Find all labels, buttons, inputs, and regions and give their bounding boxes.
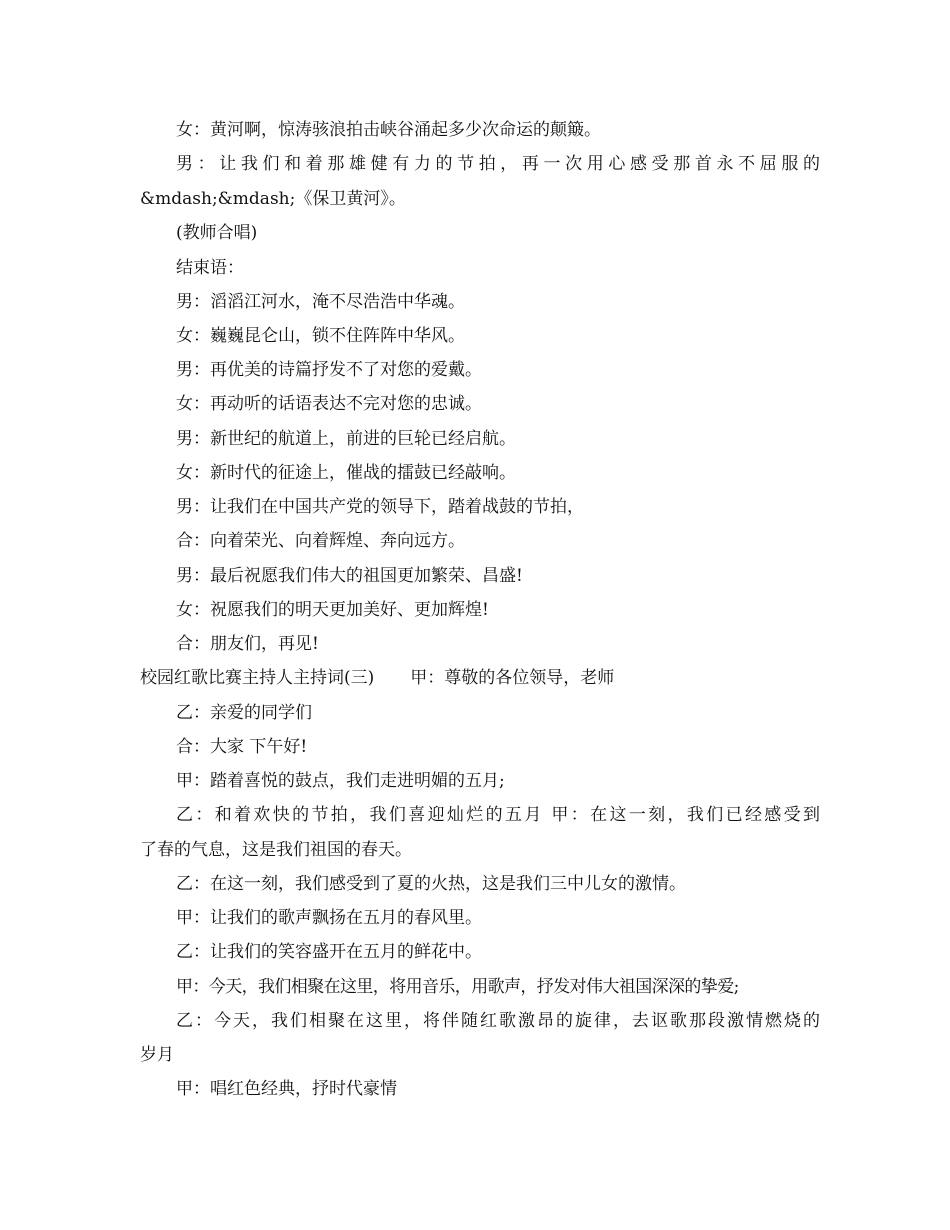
text-line: 结束语： (176, 258, 244, 278)
text-line: 甲：今天，我们相聚在这里，将用音乐，用歌声，抒发对伟大祖国深深的挚爱; (176, 977, 739, 997)
section-heading-line (140, 667, 820, 689)
text-line: 女：祝愿我们的明天更加美好、更加辉煌! (176, 600, 489, 620)
text-line: 合：向着荣光、向着辉煌、奔向远方。 (176, 531, 465, 551)
text-line: 女：黄河啊，惊涛骇浪拍击峡谷涌起多少次命运的颠簸。 (176, 120, 601, 140)
text-line: 甲：踏着喜悦的鼓点，我们走进明媚的五月; (176, 771, 505, 791)
text-line: 男：滔滔江河水，淹不尽浩浩中华魂。 (176, 292, 465, 312)
text-line: 男：再优美的诗篇抒发不了对您的爱戴。 (176, 360, 482, 380)
text-line: 了春的气息，这是我们祖国的春天。 (140, 840, 412, 860)
text-line: 合：大家 下午好! (176, 737, 308, 757)
text-line: 乙：和着欢快的节拍，我们喜迎灿烂的五月 甲：在这一刻，我们已经感受到 (176, 805, 820, 825)
text-line: 男：新世纪的航道上，前进的巨轮已经启航。 (176, 429, 516, 449)
text-line: 女：巍巍昆仑山，锁不住阵阵中华风。 (176, 326, 465, 346)
text-line: 岁月 (140, 1045, 174, 1065)
text-line: 合：朋友们，再见! (176, 634, 319, 654)
text-line: (教师合唱) (176, 223, 258, 243)
text-line: 男：让我们和着那雄健有力的节拍，再一次用心感受那首永不屈服的 (176, 154, 820, 174)
text-line: 乙：今天，我们相聚在这里，将伴随红歌激昂的旋律，去讴歌那段激情燃烧的 (176, 1011, 820, 1031)
text-line: 甲：唱红色经典，抒时代豪情 (176, 1079, 397, 1099)
text-line: 乙：亲爱的同学们 (176, 703, 312, 723)
text-line: 女：再动听的话语表达不完对您的忠诚。 (176, 394, 482, 414)
section-heading: 校园红歌比赛主持人主持词(三) (140, 668, 375, 688)
text-line: 乙：让我们的笑容盛开在五月的鲜花中。 (176, 942, 482, 962)
text-line: 男：最后祝愿我们伟大的祖国更加繁荣、昌盛! (176, 566, 523, 586)
text-line: 甲：让我们的歌声飘扬在五月的春风里。 (176, 908, 482, 928)
text-line: 男：让我们在中国共产党的领导下，踏着战鼓的节拍， (176, 497, 584, 517)
text-line: &mdash;&mdash;《保卫黄河》。 (140, 189, 406, 209)
text-line: 女：新时代的征途上，催战的擂鼓已经敲响。 (176, 463, 516, 483)
text-line: 乙：在这一刻，我们感受到了夏的火热，这是我们三中儿女的激情。 (176, 874, 686, 894)
text-line: 甲：尊敬的各位领导，老师 (410, 668, 615, 688)
